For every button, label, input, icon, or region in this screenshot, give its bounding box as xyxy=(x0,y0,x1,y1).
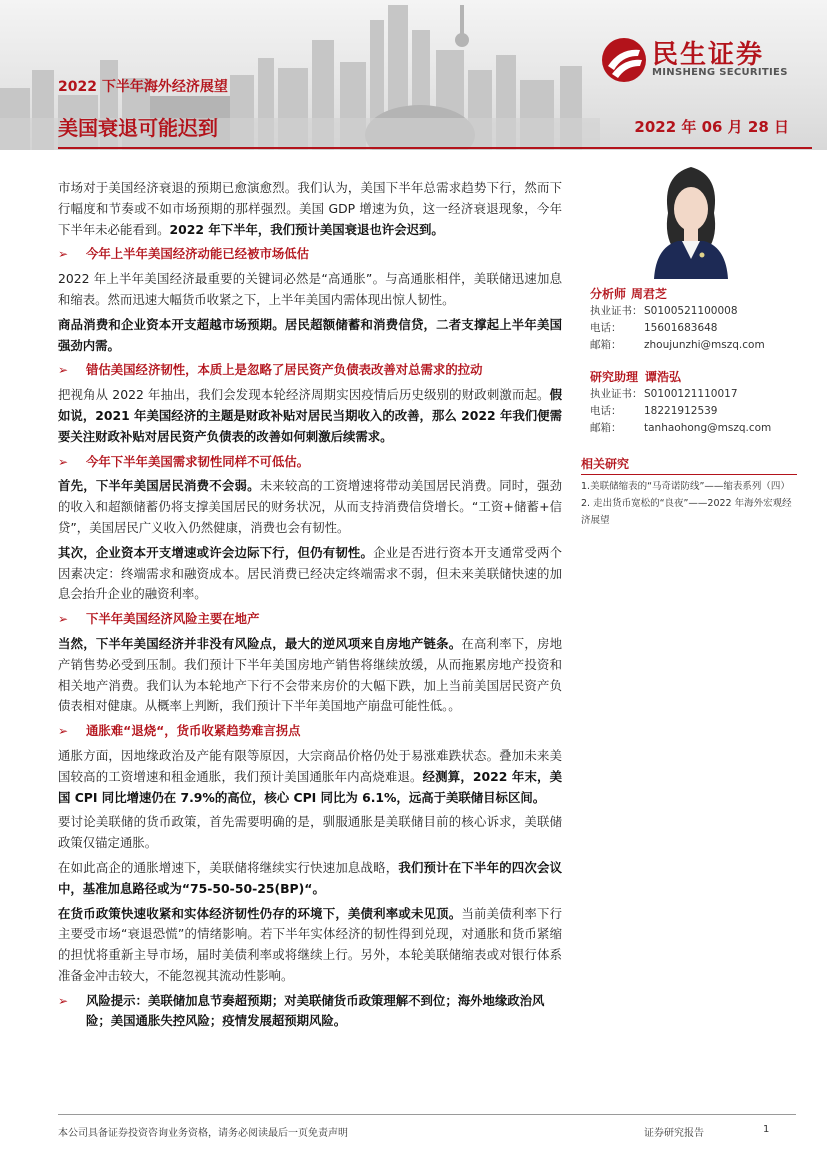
cert-value: S0100121110017 xyxy=(644,388,738,400)
footer-doc-type: 证券研究报告 xyxy=(644,1128,704,1139)
heading-text: 下半年美国经济风险主要在地产 xyxy=(86,611,260,627)
arrow-bullet-icon: ➢ xyxy=(58,993,69,1008)
paragraph xyxy=(58,543,562,605)
arrow-bullet-icon: ➢ xyxy=(58,612,69,627)
footer-disclaimer: 本公司具备证券投资咨询业务资格，请务必阅读最后一页免责声明 xyxy=(58,1128,348,1139)
paragraph xyxy=(58,385,562,447)
analyst-card xyxy=(590,368,797,437)
page-number: 1 xyxy=(763,1124,770,1135)
risk-text: 风险提示：美联储加息节奏超预期；对美联储货币政策理解不到位；海外地缘政治风险；美国通胀失控风险；疫情发展超预期风险。 xyxy=(86,992,545,1029)
analyst-card xyxy=(590,285,797,354)
paragraph-text: 在如此高企的通胀增速下，美联储将继续实行快速加息战略， xyxy=(58,859,399,875)
paragraph-emphasis: 我们预计在下半年的四次会议中，基准加息路径或为“75-50-50-25(BP)“。 xyxy=(58,859,563,896)
phone-row xyxy=(590,403,797,420)
intro-paragraph xyxy=(58,178,562,240)
analyst-role: 分析师 xyxy=(590,287,627,301)
paragraph xyxy=(58,315,562,357)
phone-row xyxy=(590,320,797,337)
paragraph: 要讨论美联储的货币政策，首先需要明确的是，驯服通胀是美联储目前的核心诉求，美联储政策仅锚定通胀。 xyxy=(58,814,562,851)
arrow-bullet-icon: ➢ xyxy=(58,363,69,378)
paragraph-text: 在高利率下，房地产销售势必受到压制。我们预计下半年美国房地产销售将继续放缓，从而拖累房地产投资和相关地产消费。我们认为本轮地产下行不会带来房价的大幅下跌，加上当前美国居民资产负债表相对健康。从概率上判断，我们预计下半年美国地产崩盘可能性低。。 xyxy=(58,635,563,714)
header-divider xyxy=(58,147,812,149)
heading-text: 今年上半年美国经济动能已经被市场低估 xyxy=(86,246,310,262)
email-link[interactable]: tanhaohong@mszq.com xyxy=(644,422,772,434)
logo-chinese-text: 民生证券 xyxy=(652,40,765,70)
cert-label: 执业证书： xyxy=(590,388,643,400)
analyst-name-row xyxy=(590,368,797,386)
report-title: 美国衰退可能迟到 xyxy=(58,116,218,140)
paragraph-emphasis: 经测算，2022 年末，美国 CPI 同比增速仍在 7.9%的高位，核心 CPI 同比为 6.1%，远高于美联储目标区间。 xyxy=(58,768,562,805)
paragraph xyxy=(58,858,562,900)
heading-text: 今年下半年美国需求韧性同样不可低估。 xyxy=(86,453,310,469)
main-content xyxy=(58,178,562,1036)
email-label: 邮箱： xyxy=(590,422,622,434)
section-heading xyxy=(58,360,562,381)
minsheng-logo-mark-icon xyxy=(600,36,648,84)
paragraph xyxy=(58,904,562,987)
analyst-name: 谭浩弘 xyxy=(645,370,682,384)
cert-label: 执业证书： xyxy=(590,305,643,317)
report-date: 2022 年 06 月 28 日 xyxy=(634,118,789,136)
email-label: 邮箱： xyxy=(590,339,622,351)
arrow-bullet-icon: ➢ xyxy=(58,247,69,262)
intro-text: 市场对于美国经济衰退的预期已愈演愈烈。我们认为，美国下半年总需求趋势下行，然而下行幅度和节奏或不如市场预期的那样强烈。美国 GDP 增速为负，这一经济衰退现象，今年下半年未必能看到。 xyxy=(58,180,562,237)
series-title: 2022 下半年海外经济展望 xyxy=(58,79,228,95)
email-row xyxy=(590,337,797,354)
section-heading xyxy=(58,452,562,473)
related-research xyxy=(581,455,797,529)
paragraph-text: 未来较高的工资增速将带动美国居民消费。同时，强劲的收入和超额储蓄仍将支撑美国居民的财务状况，从而支持消费信贷增长。“工资+储蓄+信贷”，美国居民广义收入仍然健康，消费也会有韧性。 xyxy=(58,478,563,535)
section-heading xyxy=(58,609,562,630)
cert-row xyxy=(590,303,797,320)
paragraph xyxy=(58,746,562,808)
paragraph-emphasis: 其次，企业资本开支增速或许会边际下行，但仍有韧性。 xyxy=(58,544,374,560)
paragraph-text: 企业是否进行资本开支通常受两个因素决定：终端需求和融资成本。居民消费已经决定终端需求不弱，但未来美联储快速的加息会抬升企业的融资利率。 xyxy=(58,544,563,602)
related-research-title: 相关研究 xyxy=(581,455,797,475)
logo-english-text: MINSHENG SECURITIES xyxy=(652,67,788,78)
related-research-link[interactable]: 2. 走出货币宽松的“良夜”——2022 年海外宏观经济展望 xyxy=(581,498,792,526)
email-row xyxy=(590,420,797,437)
heading-text: 错估美国经济韧性，本质上是忽略了居民资产负债表改善对总需求的拉动 xyxy=(86,362,483,378)
section-heading xyxy=(58,721,562,742)
paragraph-text: 把视角从 2022 年抽出，我们会发现本轮经济周期实因疫情后历史级别的财政刺激而起。 xyxy=(58,387,550,403)
paragraph-emphasis: 商品消费和企业资本开支超越市场预期。居民超额储蓄和消费信贷，二者支撑起上半年美国强劲内需。 xyxy=(58,316,562,353)
related-research-link[interactable]: 1.美联储缩表的“马奇诺防线”——缩表系列（四） xyxy=(581,481,790,492)
phone-value: 18221912539 xyxy=(644,405,718,417)
paragraph-text: 当前美债利率下行主要受市场“衰退恐慌”的情绪影响。若下半年实体经济的韧性得到兑现，对通胀和货币紧缩的担忧将重新主导市场，届时美债利率或将继续上行。另外，本轮美联储缩表或对银行体系准备金冲击较大，不能忽视其流动性影响。 xyxy=(58,905,563,983)
analyst-name-row xyxy=(590,285,797,303)
heading-text: 通胀难“退烧“，货币收紧趋势难言拐点 xyxy=(86,723,301,739)
paragraph-emphasis: 首先，下半年美国居民消费不会弱。 xyxy=(58,478,260,494)
cert-row xyxy=(590,386,797,403)
analyst-name: 周君芝 xyxy=(631,287,668,301)
phone-value: 15601683648 xyxy=(644,322,718,334)
minsheng-logo xyxy=(600,34,800,86)
paragraph-emphasis: 在货币政策快速收紧和实体经济韧性仍存的环境下，美债利率或未见顶。 xyxy=(58,905,462,921)
analyst-portrait xyxy=(648,155,734,279)
paragraph: 2022 年上半年美国经济最重要的关键词必然是“高通胀”。与高通胀相伴，美联储迅速加息和缩表。然而迅速大幅货币收紧之下，上半年美国内需体现出惊人韧性。 xyxy=(58,271,562,307)
risk-warning xyxy=(58,991,562,1033)
cert-value: S0100521100008 xyxy=(644,305,738,317)
paragraph xyxy=(58,476,562,538)
paragraph-text: 通胀方面，因地缘政治及产能有限等原因，大宗商品价格仍处于易涨难跌状态。叠加未来美国较高的工资增速和租金通胀，我们预计美国通胀年内高烧难退。 xyxy=(58,747,562,784)
report-header xyxy=(0,0,827,150)
phone-label: 电话： xyxy=(590,405,622,417)
phone-label: 电话： xyxy=(590,322,622,334)
footer-divider xyxy=(58,1114,796,1115)
arrow-bullet-icon: ➢ xyxy=(58,454,69,469)
arrow-bullet-icon: ➢ xyxy=(58,724,69,739)
email-link[interactable]: zhoujunzhi@mszq.com xyxy=(644,339,765,351)
section-heading xyxy=(58,244,562,265)
intro-emphasis: 2022 年下半年，我们预计美国衰退也许会迟到。 xyxy=(169,221,444,237)
analyst-role: 研究助理 xyxy=(590,370,639,384)
paragraph-emphasis: 假如说，2021 年美国经济的主题是财政补贴对居民当期收入的改善，那么 2022 年我们便需要关注财政补贴对居民资产负债表的改善如何刺激后续需求。 xyxy=(58,387,562,444)
paragraph-emphasis: 当然，下半年美国经济并非没有风险点，最大的逆风项来自房地产链条。 xyxy=(58,635,462,651)
paragraph xyxy=(58,634,562,717)
